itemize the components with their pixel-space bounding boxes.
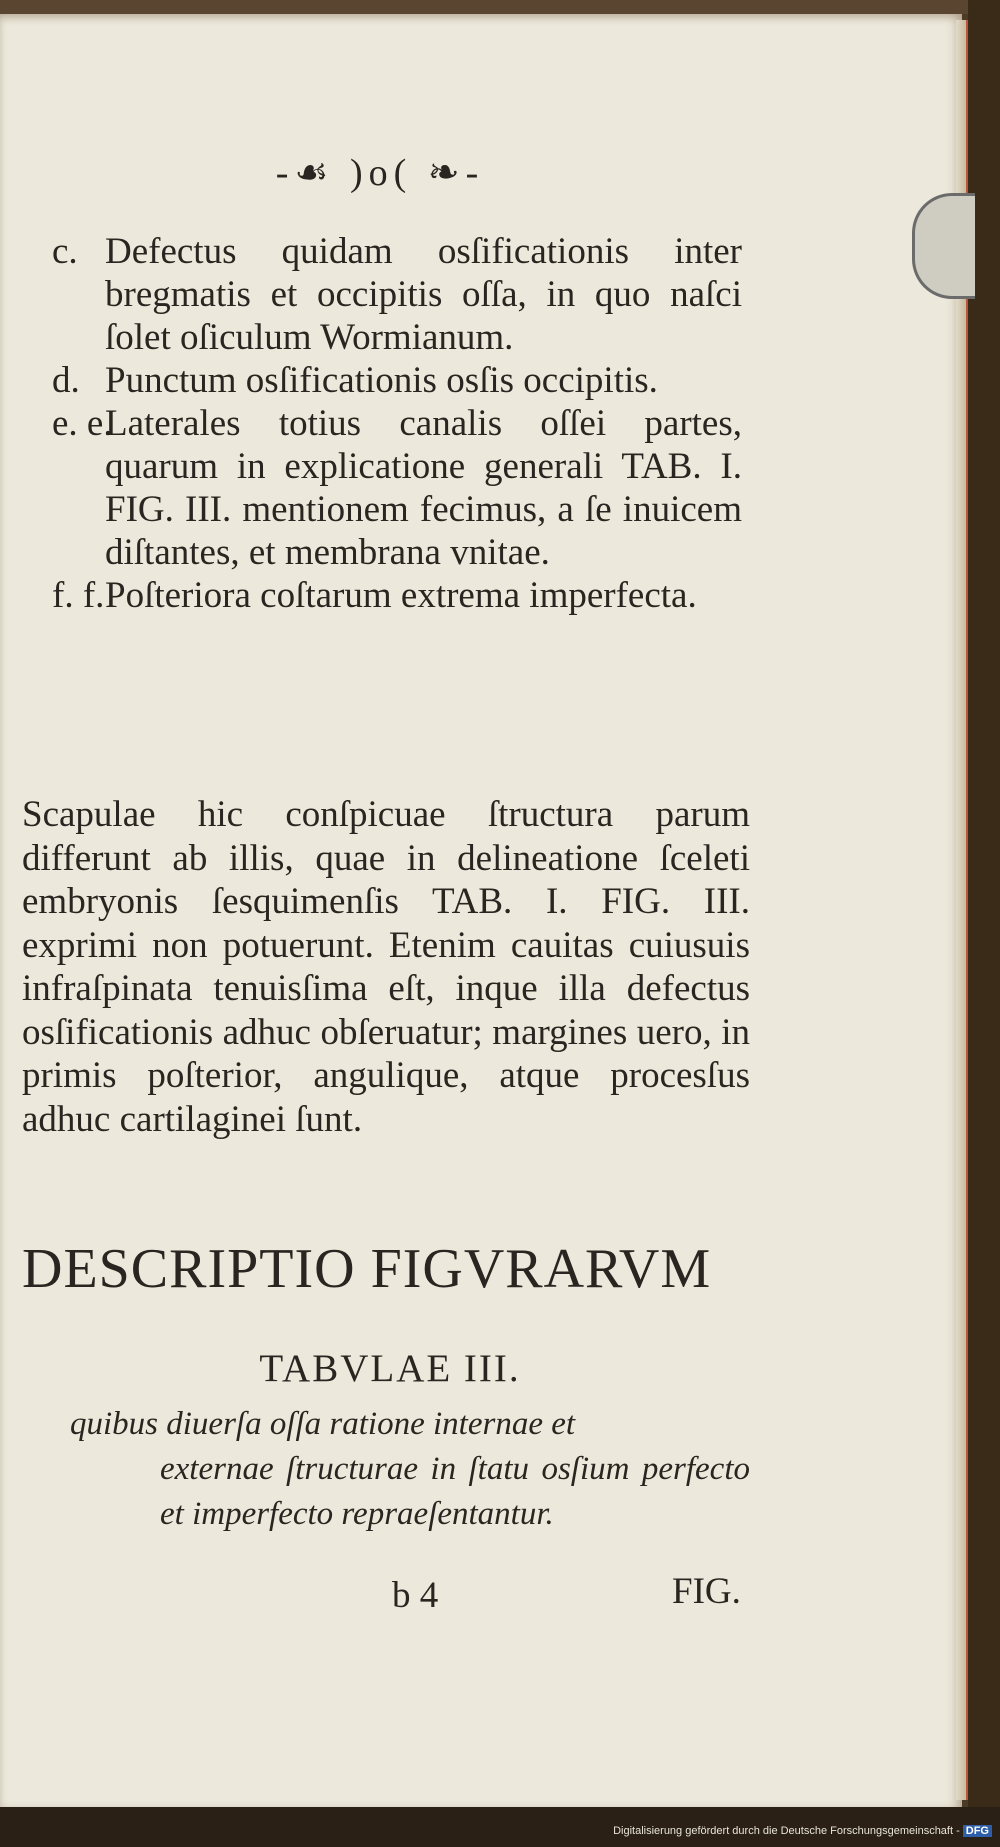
- entry-label: e. e.: [52, 403, 113, 444]
- entry-label: c.: [52, 231, 78, 272]
- scan-frame-top: [0, 0, 1000, 14]
- entry-d: [52, 359, 742, 402]
- entry-text: Poſteriora coſtarum extrema imperfecta.: [105, 575, 697, 616]
- signature-mark: b 4: [392, 1575, 439, 1616]
- section-subtitle: TABVLAE III.: [259, 1347, 521, 1390]
- legend-entries: [52, 230, 742, 617]
- caption-rest: externae ſtructurae in ſtatu osſium perfecto et imperfecto repraeſentantur.: [160, 1451, 750, 1532]
- entry-text: Defectus quidam osſificationis inter bregmatis et occipitis oſſa, in quo naſci ſolet oſiculum Wormianum.: [105, 231, 742, 358]
- digitization-credit: [613, 1825, 992, 1837]
- entry-label: d.: [52, 360, 80, 401]
- entry-f-f: [52, 574, 742, 617]
- catchword: FIG.: [672, 1571, 741, 1612]
- entry-text: Punctum osſificationis osſis occipitis.: [105, 360, 658, 401]
- running-head: -☙ )o( ❧-: [275, 152, 485, 194]
- bookmark-tab: [912, 193, 975, 299]
- section-title: DESCRIPTIO FIGVRARVM: [22, 1238, 712, 1300]
- entry-c: [52, 230, 742, 359]
- section-caption: [70, 1402, 750, 1537]
- entry-label: f. f.: [52, 575, 105, 616]
- caption-first-line: quibus diuerſa oſſa ratione internae et: [70, 1406, 576, 1442]
- dfg-logo: DFG: [963, 1825, 992, 1837]
- credit-text: Digitalisierung gefördert durch die Deutsche Forschungsgemeinschaft -: [613, 1825, 960, 1837]
- entry-e-e: [52, 402, 742, 574]
- body-paragraph: Scapulae hic conſpicuae ſtructura parum differunt ab illis, quae in delineatione ſceleti embryonis ſesquimenſis TAB. I. FIG. III. exprimi non potuerunt. Etenim cauitas cuiusuis infraſpinata tenuisſima eſt, inque illa defectus osſificationis adhuc obſeruatur; margines uero, in primis poſterior, angulique, atque procesſus adhuc cartilaginei ſunt.: [22, 794, 750, 1140]
- entry-text: Laterales totius canalis oſſei partes, quarum in explicatione generali TAB. I. FIG. III. mentionem fecimus, a ſe inuicem diſtantes, et membrana vnitae.: [105, 403, 742, 573]
